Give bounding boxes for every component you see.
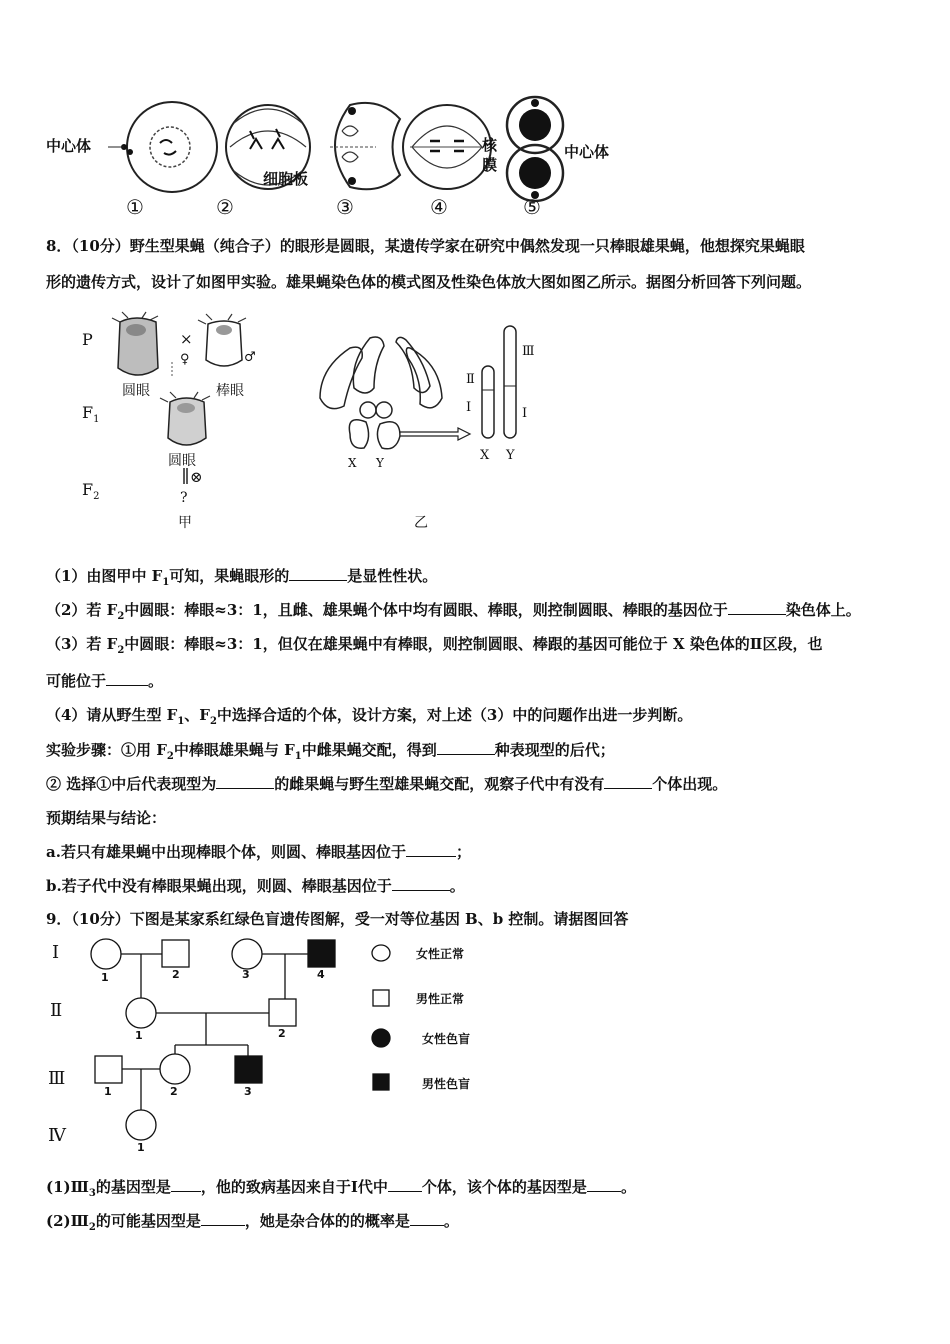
q8-part2-blank[interactable]: [728, 600, 786, 615]
round-eye-label: 圆眼: [122, 383, 150, 399]
q8-part1: [46, 566, 437, 593]
legend-male-colorblind-icon: [373, 1074, 389, 1090]
zone-1-label: Ⅰ: [466, 400, 472, 415]
q9-part1-text-e: 。: [620, 1178, 636, 1196]
f1-fly-icon: [160, 392, 210, 445]
pedigree-II2-icon: [269, 999, 296, 1026]
zone-2-label: Ⅱ: [466, 372, 475, 387]
gen-label-2: Ⅱ: [50, 1000, 63, 1021]
q8-part4-text-b: 、F: [184, 706, 210, 724]
legend-female-colorblind: 女性色盲: [422, 1032, 471, 1046]
pedigree-num-I4: 4: [317, 968, 325, 981]
q8-part3-blank[interactable]: [106, 671, 148, 686]
figure-jia-caption: 甲: [178, 515, 192, 531]
q8-part3-line2-text-b: 。: [148, 672, 164, 690]
q9-part2-text-a: (2)Ⅲ: [46, 1212, 89, 1230]
q8-part3-text-a: （3）若 F: [46, 635, 118, 653]
q8-part4-sub2: 2: [209, 716, 217, 727]
q8-step2-blank2[interactable]: [604, 774, 652, 789]
y-label-small: Y: [376, 456, 384, 470]
q8-step1-text-c: 中雌果蝇交配，得到: [301, 741, 437, 759]
q8-stem-line2: 形的遗传方式，设计了如图甲实验。雄果蝇染色体的模式图及性染色体放大图如图乙所示。据图分析回答下列问题。: [46, 273, 812, 291]
pedigree-I4-icon: [308, 940, 335, 967]
cell-5-icon: [507, 97, 563, 201]
q8-conclusion-b: [46, 876, 465, 896]
pedigree-num-II2: 2: [278, 1027, 286, 1040]
selfing-symbol: ⊗: [190, 468, 203, 486]
gen-label-1: Ⅰ: [52, 942, 60, 963]
gen-f2-sub: 2: [93, 491, 100, 503]
q9-part1-sub: 3: [88, 1188, 96, 1199]
question-mark: ?: [180, 490, 188, 506]
pedigree-IV1-icon: [126, 1110, 156, 1140]
q8-step1: [46, 740, 615, 767]
q8-part1-sub: 1: [162, 577, 170, 588]
gen-label-3: Ⅲ: [48, 1068, 66, 1089]
q8-part1-text-a: （1）由图甲中 F: [46, 567, 163, 585]
q8-step2: [46, 774, 727, 794]
y-chromosome-icon: [504, 326, 516, 438]
nuclear-membrane-label: 核膜: [482, 136, 498, 174]
figure-yi: [310, 318, 550, 533]
pedigree-num-II1: 1: [135, 1029, 143, 1042]
q9-part2-sub: 2: [88, 1222, 96, 1233]
cell-1-icon: [108, 102, 217, 192]
q8-part3-sub: 2: [117, 645, 125, 656]
pedigree-num-I3: 3: [242, 968, 250, 981]
figure-num-4: ④: [430, 195, 448, 219]
legend-male-colorblind: 男性色盲: [422, 1077, 471, 1091]
q8-part4-text-a: （4）请从野生型 F: [46, 706, 178, 724]
zone-3-label: Ⅲ: [522, 344, 535, 359]
legend-male-normal-icon: [373, 990, 389, 1006]
fly-cross-drawing: [76, 308, 276, 540]
q8-conclusion-b-end: 。: [449, 877, 465, 895]
pedigree-num-III1: 1: [104, 1085, 112, 1098]
q9-part1-blank2[interactable]: [388, 1177, 422, 1192]
q9-part1-text-a: (1)Ⅲ: [46, 1178, 89, 1196]
gen-f1-sub: 1: [93, 414, 100, 426]
q8-part2: [46, 600, 861, 627]
q8-conclusion-a-blank[interactable]: [406, 842, 456, 857]
q8-part1-text-c: 是显性性状。: [347, 567, 438, 585]
q9-stem: 9．（10分）下图是某家系红绿色盲遗传图解，受一对等位基因 B、b 控制。请据图回答: [46, 910, 629, 928]
q8-part3: [46, 634, 822, 661]
q8-step2-text-c: 个体出现。: [652, 775, 728, 793]
male-fly-icon: [198, 314, 246, 366]
bar-eye-label: 棒眼: [216, 383, 244, 399]
figure-num-5: ⑤: [523, 195, 541, 219]
pedigree-III1-icon: [95, 1056, 122, 1083]
pedigree-num-I2: 2: [172, 968, 180, 981]
figure-yi-caption: 乙: [414, 515, 428, 531]
q8-step1-sub2: 1: [294, 751, 302, 762]
q9-part2: [46, 1211, 459, 1238]
pedigree-num-I1: 1: [101, 971, 109, 984]
figure-num-3: ③: [336, 195, 354, 219]
q8-conclusion-a-end: ；: [455, 843, 471, 861]
q8-part2-text-c: 染色体上。: [785, 601, 861, 619]
q8-step2-text-b: 的雌果蝇与野生型雄果蝇交配，观察子代中有没有: [274, 775, 605, 793]
q8-part1-blank[interactable]: [289, 566, 347, 581]
pedigree-III2-icon: [160, 1054, 190, 1084]
q8-expect: 预期结果与结论：: [46, 809, 167, 827]
q8-part1-text-b: 可知，果蝇眼形的: [169, 567, 290, 585]
centrosome-label-left: 中心体: [46, 137, 92, 155]
q9-part1-text-b: 的基因型是: [95, 1178, 171, 1196]
q9-part2-text-d: 。: [443, 1212, 459, 1230]
q8-conclusion-a-text: a.若只有雄果蝇中出现棒眼个体，则圆、棒眼基因位于: [46, 843, 406, 861]
q8-step1-text-b: 中棒眼雄果蝇与 F: [173, 741, 295, 759]
q8-step1-sub1: 2: [166, 751, 174, 762]
q8-step2-blank1[interactable]: [216, 774, 274, 789]
x-label-small: X: [348, 456, 357, 470]
q9-part2-text-c: ，她是杂合体的的概率是: [244, 1212, 410, 1230]
female-fly-icon: [112, 312, 158, 375]
x-chromosome-icon: [482, 366, 494, 438]
pedigree-I1-icon: [91, 939, 121, 969]
q8-conclusion-b-text: b.若子代中没有棒眼果蝇出现，则圆、棒眼基因位于: [46, 877, 392, 895]
q8-part2-text-a: （2）若 F: [46, 601, 118, 619]
chromosome-drawing: [310, 318, 550, 533]
cell-division-figure: [40, 95, 640, 225]
gen-f1-label: [82, 403, 99, 425]
q9-part1: [46, 1177, 636, 1204]
q8-step1-text-a: 实验步骤：①用 F: [46, 741, 167, 759]
q8-step1-blank[interactable]: [437, 740, 495, 755]
q9-part2-blank2[interactable]: [410, 1211, 444, 1226]
q8-conclusion-a: [46, 842, 471, 862]
q8-part4: [46, 705, 692, 732]
cell-3-icon: [330, 103, 400, 189]
y-label-large: Y: [506, 448, 515, 463]
q9-part1-text-d: 个体，该个体的基因型是: [421, 1178, 587, 1196]
q8-part4-sub1: 1: [177, 716, 185, 727]
q9-part2-text-b: 的可能基因型是: [95, 1212, 201, 1230]
q8-stem-line1: 8．（10分）野生型果蝇（纯合子）的眼形是圆眼，某遗传学家在研究中偶然发现一只棒眼雄果蝇，他想探究果蝇眼: [46, 237, 805, 255]
q9-part1-blank3[interactable]: [587, 1177, 621, 1192]
q8-part3-text-b: 中圆眼：棒眼≈3：1，但仅在雄果蝇中有棒眼，则控制圆眼、棒跟的基因可能位于 X 染色体的Ⅱ区段，也: [124, 635, 823, 653]
figure-num-2: ②: [216, 195, 234, 219]
q8-part3-line2: [46, 671, 163, 691]
male-symbol: ♂: [244, 350, 256, 365]
q9-part2-blank1[interactable]: [201, 1211, 245, 1226]
female-symbol: ♀: [180, 352, 190, 367]
legend-female-colorblind-icon: [372, 1029, 390, 1047]
pedigree-num-III3: 3: [244, 1085, 252, 1098]
cross-symbol: ×: [180, 330, 193, 348]
q8-part4-text-c: 中选择合适的个体，设计方案，对上述（3）中的问题作出进一步判断。: [216, 706, 693, 724]
pedigree-II1-icon: [126, 998, 156, 1028]
zone-1b-label: Ⅰ: [522, 406, 528, 421]
gen-f2-letter: F: [82, 480, 94, 499]
pedigree-III3-icon: [235, 1056, 262, 1083]
gen-f2-label: [82, 480, 99, 502]
gen-label-4: Ⅳ: [48, 1125, 66, 1146]
gen-p-label: P: [82, 330, 93, 349]
legend-female-normal: 女性正常: [416, 947, 465, 961]
figure-num-1: ①: [126, 195, 144, 219]
pedigree-figure: [40, 935, 490, 1155]
q8-step2-text-a: ② 选择①中后代表现型为: [46, 775, 217, 793]
gen-f1-letter: F: [82, 403, 94, 422]
q9-part1-blank1[interactable]: [171, 1177, 201, 1192]
centrosome-label-right: 中心体: [564, 143, 610, 161]
pedigree-I3-icon: [232, 939, 262, 969]
q8-conclusion-b-blank[interactable]: [392, 876, 450, 891]
legend-male-normal: 男性正常: [416, 992, 465, 1006]
x-label-large: X: [480, 448, 490, 463]
q8-part3-line2-text-a: 可能位于: [46, 672, 107, 690]
cell-plate-label: 细胞板: [263, 170, 309, 188]
f1-round-eye-label: 圆眼: [168, 453, 196, 469]
q9-part1-text-c: ，他的致病基因来自于Ⅰ代中: [200, 1178, 388, 1196]
pedigree-num-IV1: 1: [137, 1141, 145, 1154]
legend-female-normal-icon: [372, 945, 390, 961]
q8-step1-text-d: 种表现型的后代；: [494, 741, 615, 759]
figure-jia: [76, 308, 276, 540]
pedigree-I2-icon: [162, 940, 189, 967]
q8-part2-sub: 2: [117, 611, 125, 622]
q8-part2-text-b: 中圆眼：棒眼≈3：1，且雌、雄果蝇个体中均有圆眼、棒眼，则控制圆眼、棒眼的基因位于: [124, 601, 728, 619]
pedigree-num-III2: 2: [170, 1085, 178, 1098]
cell-4-icon: [403, 105, 491, 189]
